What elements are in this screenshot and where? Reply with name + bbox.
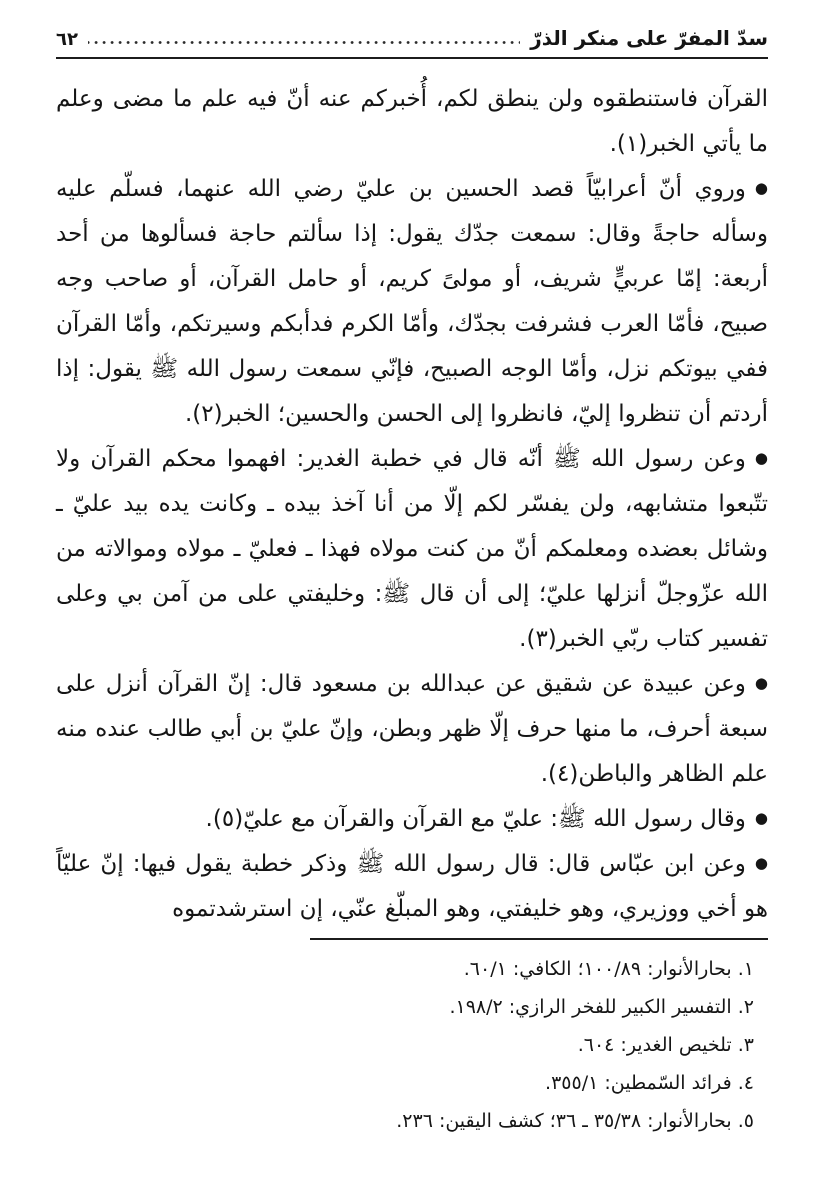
paragraph-text: وروي أنّ أعرابيّاً قصد الحسين بن عليّ رضي الله عنهما، فسلّم عليه وسأله حاجةً وقال: سمعت جدّك يقول: إذا سألتم حاجة فسألوها من أحد أربعة: إمّا عربيٍّ شريف، أو مولىً كريم، أو حامل القرآن، أو صاحب وجه صبيح، فأمّا العرب فشرفت بجدّك، وأمّا الكرم فدأبكم وسيرتكم، وأمّا القرآن ففي بيوتكم نزل، وأمّا الوجه الصبيح، فإنّي سمعت رسول الله ﷺ يقول: إذا أردتم أن تنظروا إليّ، فانظروا إلى الحسن والحسين؛ الخبر(٢).: [56, 176, 768, 427]
bullet-icon: ●: [754, 809, 768, 827]
paragraph: [56, 77, 768, 167]
paragraph-text: وعن عبيدة عن شقيق عن عبدالله بن مسعود قال: إنّ القرآن أنزل على سبعة أحرف، ما منها حرف إلّا ظهر وبطن، وإنّ عليّ بن أبي طالب عنده منه علم الظاهر والباطن(٤).: [56, 671, 768, 787]
dot-leader: [88, 40, 520, 45]
page-header: [56, 26, 768, 59]
bullet-icon: ●: [754, 449, 768, 467]
page-number: ٦٢: [56, 29, 78, 50]
footnote: ١. بحارالأنوار: ١٠٠/٨٩؛ الكافي: ٦٠/١.: [463, 958, 754, 980]
bullet-icon: ●: [754, 854, 768, 872]
paragraph: [56, 797, 768, 842]
book-title: سدّ المفرّ على منكر الذرّ: [530, 26, 768, 50]
paragraph: [56, 662, 768, 797]
footnote-separator: [310, 938, 768, 940]
paragraph: [56, 842, 768, 932]
paragraph-text: وعن ابن عبّاس قال: قال رسول الله ﷺ وذكر خطبة يقول فيها: إنّ عليّاً هو أخي ووزيري، وهو خليفتي، وهو المبلّغ عنّي، إن استرشدتموه: [56, 851, 768, 922]
footnote: ٣. تلخيص الغدير: ٦٠٤.: [577, 1034, 754, 1056]
paragraph-text: وقال رسول الله ﷺ: عليّ مع القرآن والقرآن مع عليّ(٥).: [205, 806, 746, 832]
paragraph-text: القرآن فاستنطقوه ولن ينطق لكم، أُخبركم عنه أنّ فيه علم ما مضى وعلم ما يأتي الخبر(١).: [56, 86, 768, 157]
footnote: ٥. بحارالأنوار: ٣٥/٣٨ ـ ٣٦؛ كشف اليقين: ٢٣٦.: [396, 1110, 754, 1132]
paragraph-text: وعن رسول الله ﷺ أنّه قال في خطبة الغدير: افهموا محكم القرآن ولا تتّبعوا متشابهه، ولن يفسّر لكم إلّا من أنا آخذ بيده ـ وكانت يده بيد عليّ ـ وشائل بعضده ومعلمكم أنّ من كنت مولاه فهذا ـ فعليّ ـ مولاه وموالاته من الله عزّوجلّ أنزلها عليّ؛ إلى أن قال ﷺ: وخليفتي على من آمن بي وعلى تفسير كتاب ربّي الخبر(٣).: [56, 446, 768, 652]
footnote: ٤. فرائد السّمطين: ٣٥٥/١.: [545, 1072, 754, 1094]
page-body: [56, 59, 768, 932]
bullet-icon: ●: [754, 179, 768, 197]
paragraph: [56, 167, 768, 437]
paragraph: [56, 437, 768, 662]
footnote: ٢. التفسير الكبير للفخر الرازي: ١٩٨/٢.: [449, 996, 754, 1018]
bullet-icon: ●: [754, 674, 768, 692]
footnotes-section: [56, 938, 768, 1140]
footnotes-list: [56, 950, 768, 1140]
